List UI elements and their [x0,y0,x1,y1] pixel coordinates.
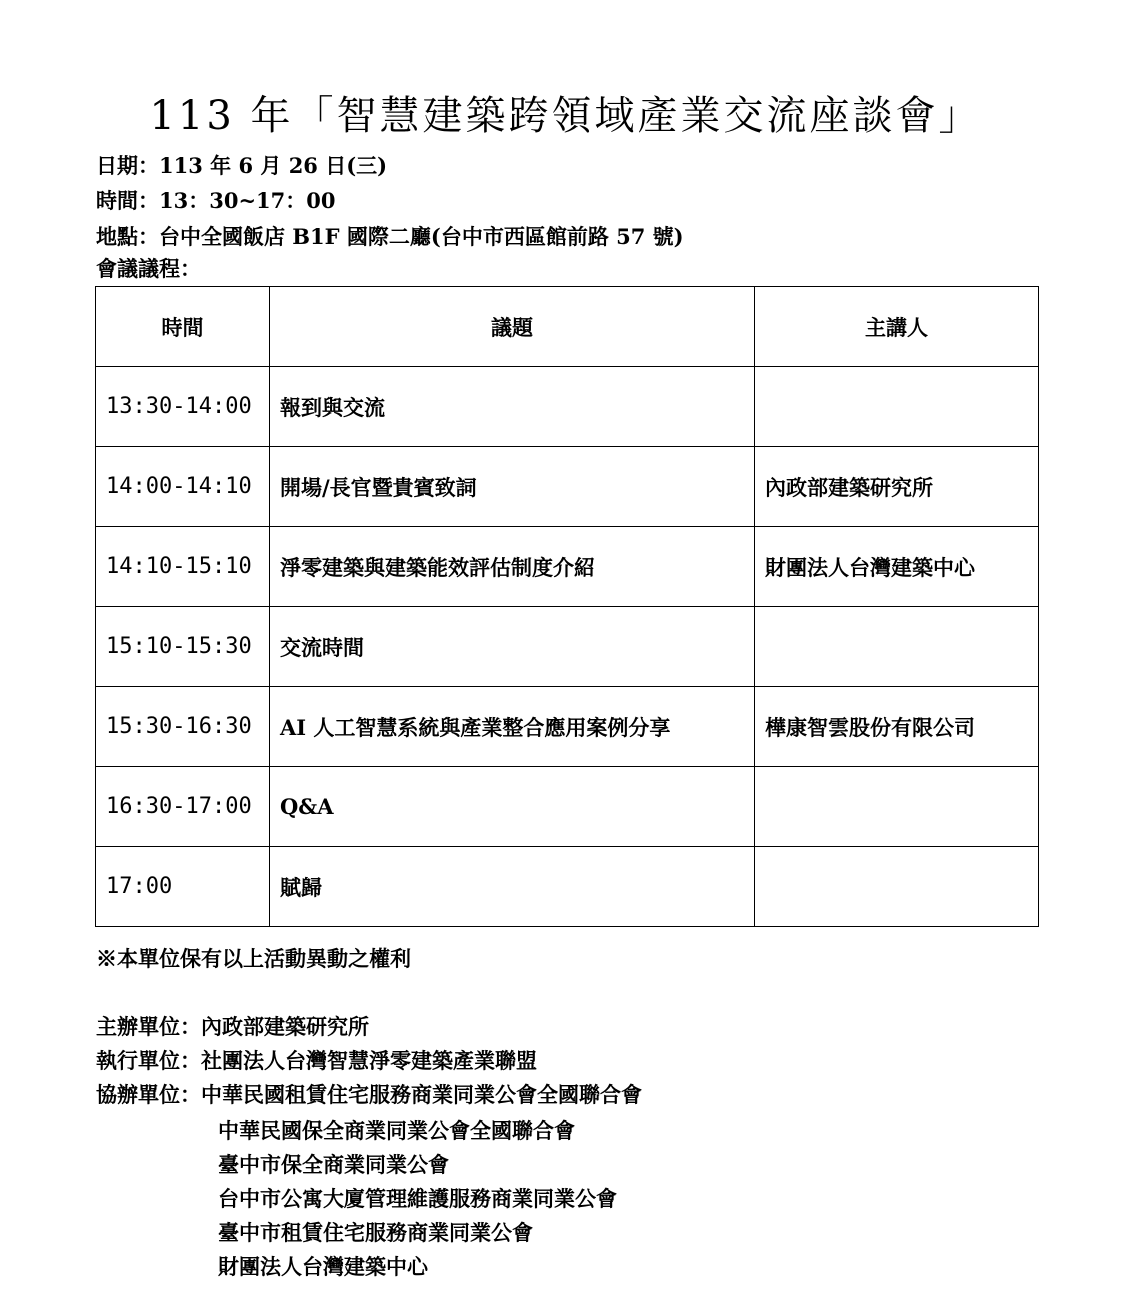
header-time: 時間 [96,287,270,367]
exec-organizer [96,1046,537,1076]
co-organizer-item: 臺中市保全商業同業公會 [218,1152,449,1177]
disclaimer-note: ※本單位保有以上活動異動之權利 [96,946,411,971]
row-speaker: 內政部建築研究所 [755,447,1039,527]
row-topic: 開場/長官暨貴賓致詞 [270,447,755,527]
event-time: 時間：13：30~17：00 [96,188,336,213]
row-topic: Q&A [270,767,755,847]
exec-label: 執行單位： [96,1048,201,1073]
host-label: 主辦單位： [96,1014,201,1039]
co-organizer-list [218,1114,617,1284]
table-row [96,847,1039,927]
row-time: 15:10-15:30 [96,607,270,687]
row-topic: 賦歸 [270,847,755,927]
row-speaker [755,607,1039,687]
row-speaker [755,847,1039,927]
header-speaker: 主講人 [755,287,1039,367]
co-organizer-item: 財團法人台灣建築中心 [218,1254,428,1279]
row-time: 13:30-14:00 [96,367,270,447]
agenda-table [95,286,1039,927]
row-speaker: 財團法人台灣建築中心 [755,527,1039,607]
row-topic: 交流時間 [270,607,755,687]
row-time: 14:10-15:10 [96,527,270,607]
header-topic: 議題 [270,287,755,367]
page-title: 113 年「智慧建築跨領域產業交流座談會」 [149,93,982,139]
row-speaker: 樺康智雲股份有限公司 [755,687,1039,767]
exec-value: 社團法人台灣智慧淨零建築產業聯盟 [201,1048,537,1073]
table-row [96,447,1039,527]
co-organizer-item: 台中市公寓大廈管理維護服務商業同業公會 [218,1186,617,1211]
co-organizer-item: 臺中市租賃住宅服務商業同業公會 [218,1220,533,1245]
event-place: 地點：台中全國飯店 B1F 國際二廳(台中市西區館前路 57 號) [96,224,684,249]
row-speaker [755,767,1039,847]
table-row [96,687,1039,767]
table-row [96,607,1039,687]
co-value-first: 中華民國租賃住宅服務商業同業公會全國聯合會 [201,1082,642,1107]
host-organizer [96,1012,369,1042]
row-topic: 淨零建築與建築能效評估制度介紹 [270,527,755,607]
co-organizer-label-row [96,1080,642,1110]
event-date: 日期：113 年 6 月 26 日(三) [96,153,388,178]
table-row [96,367,1039,447]
row-time: 16:30-17:00 [96,767,270,847]
table-header-row [96,287,1039,367]
table-row [96,767,1039,847]
table-row [96,527,1039,607]
row-speaker [755,367,1039,447]
co-label: 協辦單位： [96,1082,201,1107]
row-time: 14:00-14:10 [96,447,270,527]
row-topic: 報到與交流 [270,367,755,447]
row-time: 17:00 [96,847,270,927]
row-topic: AI 人工智慧系統與產業整合應用案例分享 [270,687,755,767]
agenda-label: 會議議程： [96,256,201,281]
row-time: 15:30-16:30 [96,687,270,767]
co-organizer-item: 中華民國保全商業同業公會全國聯合會 [218,1118,575,1143]
host-value: 內政部建築研究所 [201,1014,369,1039]
